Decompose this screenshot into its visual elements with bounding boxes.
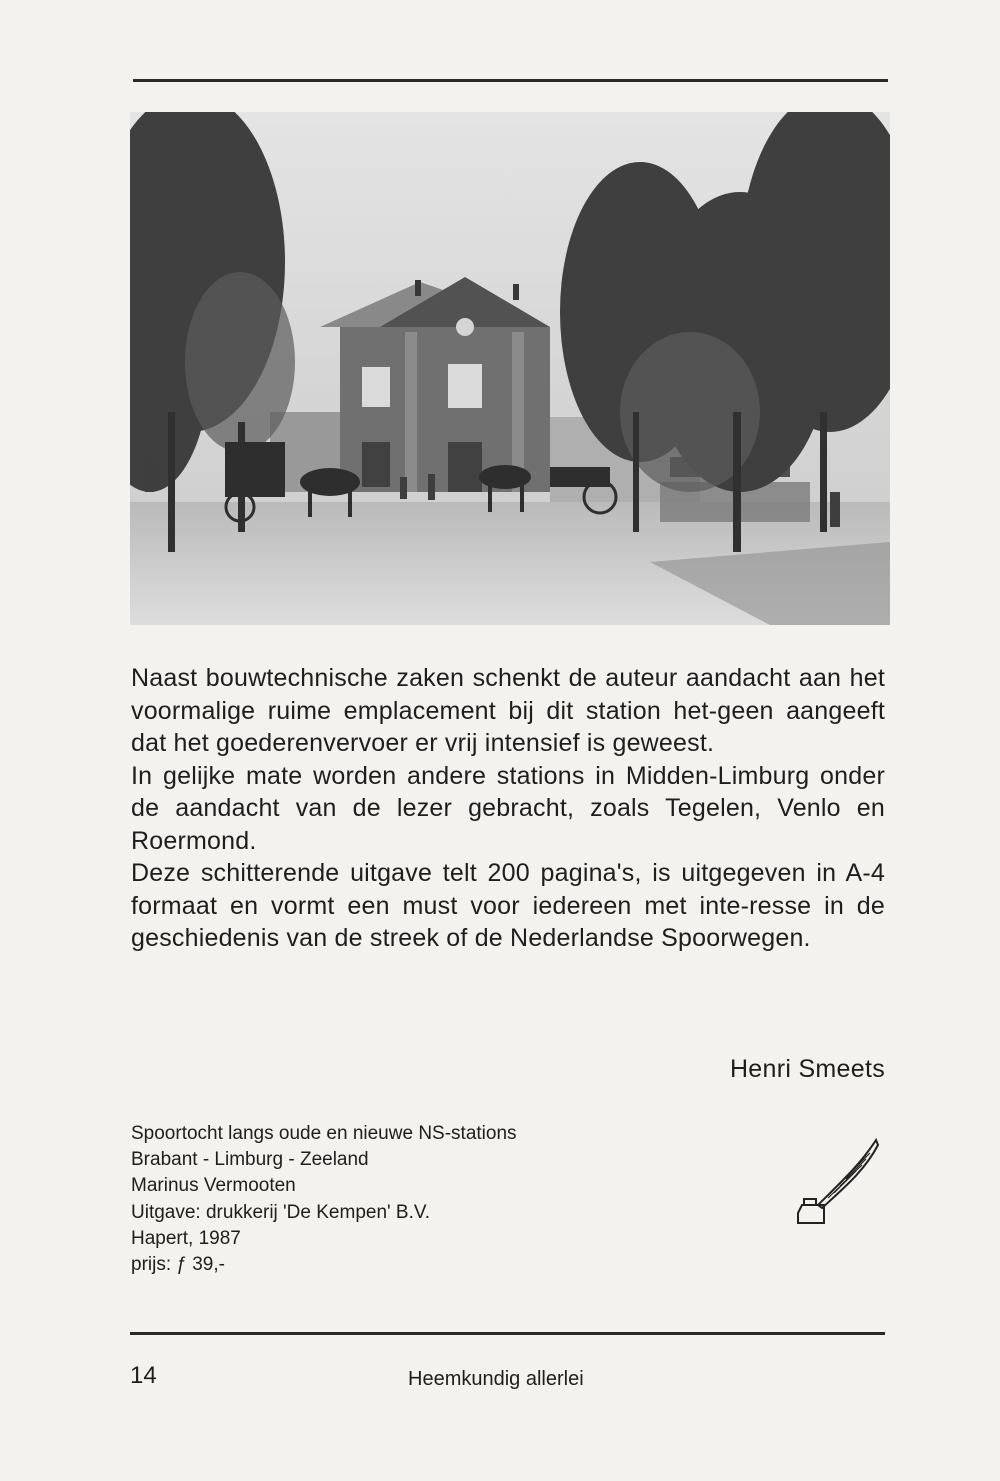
book-title: Spoortocht langs oude en nieuwe NS-stations [131,1123,517,1144]
quill-inkwell-icon [790,1135,890,1230]
article-body [131,662,885,955]
author-name: Henri Smeets [729,1055,885,1083]
bottom-rule [130,1332,885,1335]
paragraph-3: Deze schitterende uitgave telt 200 pagina's, is uitgegeven in A-4 formaat en vormt een must voor iedereen met inte-resse in de geschiedenis van de streek of de Nederlandse Spoorwegen. [131,859,885,952]
book-publisher: Uitgave: drukkerij 'De Kempen' B.V. [131,1201,431,1223]
bibliography [131,1121,691,1278]
book-writer: Marinus Vermooten [131,1175,296,1197]
station-photo [130,112,890,625]
book-place-year: Hapert, 1987 [131,1227,241,1249]
book-price: prijs: ƒ 39,- [131,1254,225,1276]
page-number: 14 [130,1362,157,1389]
station-photo-image [130,112,890,625]
paragraph-1: Naast bouwtechnische zaken schenkt de auteur aandacht aan het voormalige ruime emplacement bij dit station het-geen aangeeft dat het goederenvervoer er vrij intensief is geweest. [131,664,885,757]
top-rule [133,79,888,82]
book-subtitle: Brabant - Limburg - Zeeland [131,1149,369,1171]
publication-title: Heemkundig allerlei [408,1368,584,1390]
paragraph-2: In gelijke mate worden andere stations in Midden-Limburg onder de aandacht van de lezer gebracht, zoals Tegelen, Venlo en Roermond. [131,761,885,855]
